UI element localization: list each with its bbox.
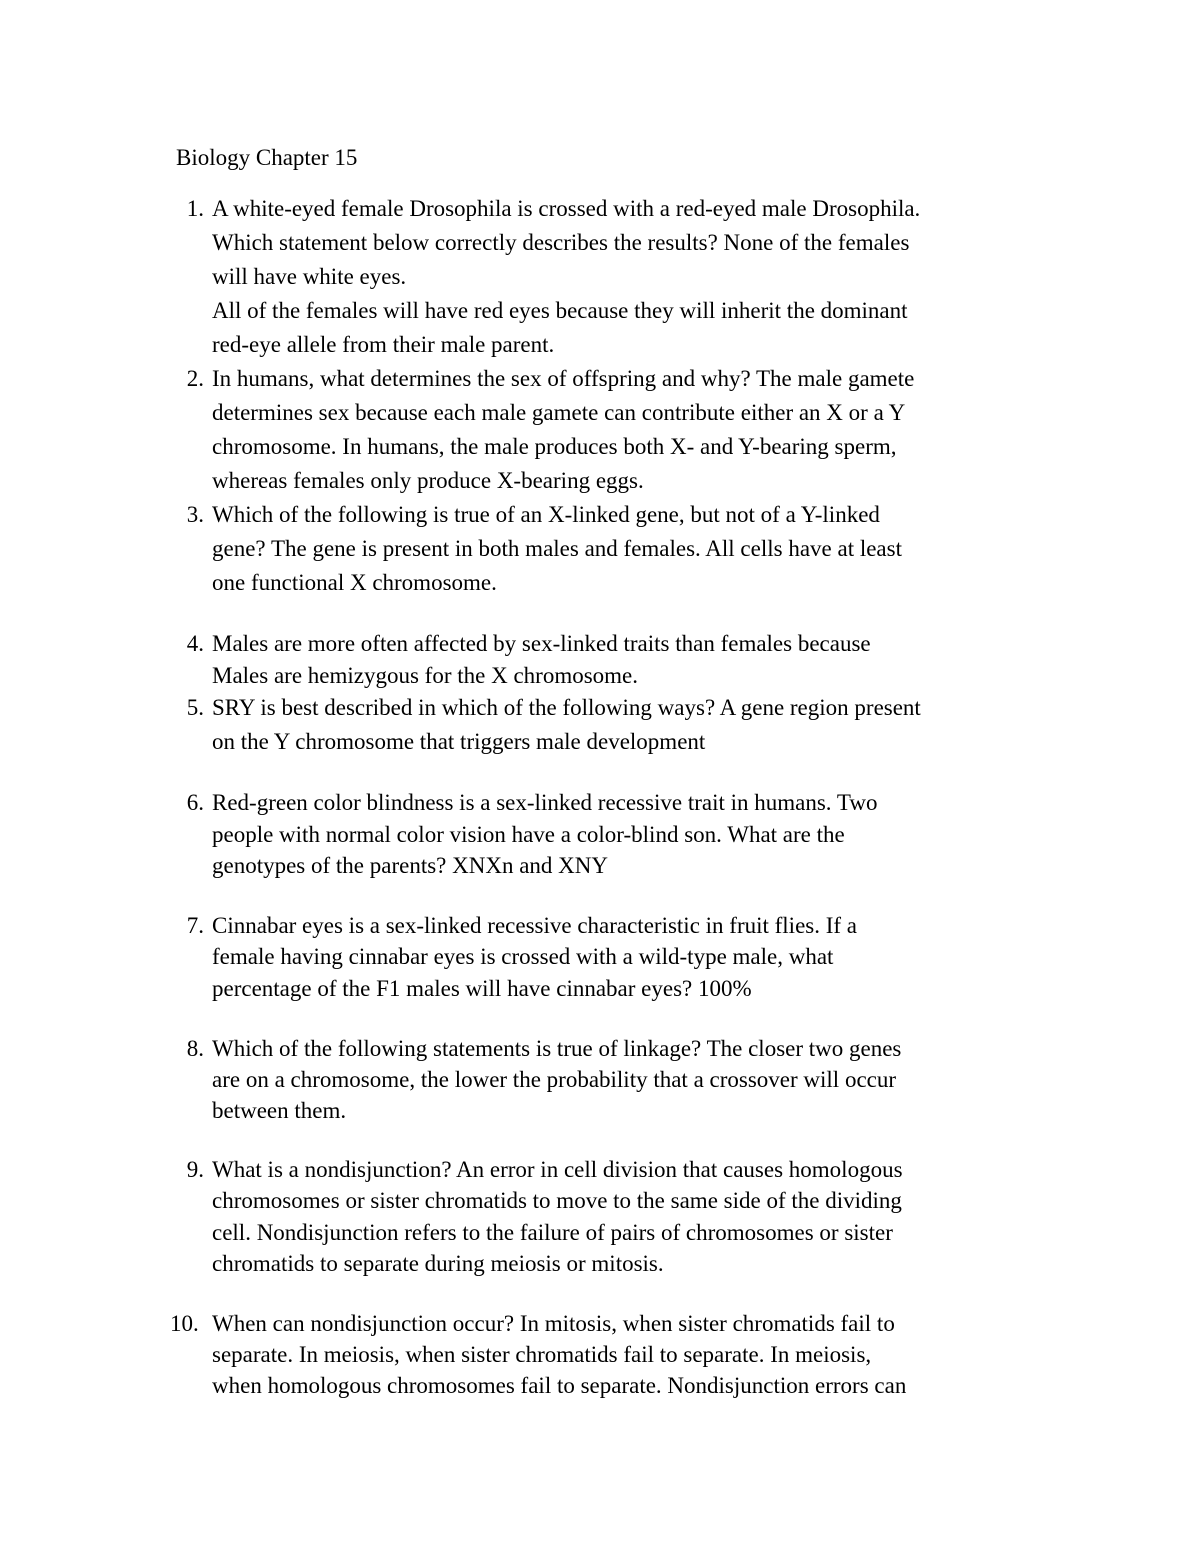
item-line: gene? The gene is present in both males and females. All cells have at least — [212, 536, 902, 561]
item-line: separate. In meiosis, when sister chromatids fail to separate. In meiosis, — [212, 1342, 872, 1367]
item-line: Which of the following statements is true of linkage? The closer two genes — [212, 1036, 902, 1061]
item-number: 10. — [170, 1311, 199, 1336]
item-number: 3. — [186, 502, 204, 527]
item-line: Males are more often affected by sex-linked traits than females because — [212, 631, 871, 656]
item-line: Males are hemizygous for the X chromosome. — [212, 663, 639, 688]
item-line: Which of the following is true of an X-linked gene, but not of a Y-linked — [212, 502, 880, 527]
document-title: Biology Chapter 15 — [176, 145, 358, 170]
item-line: people with normal color vision have a color-blind son. What are the — [212, 822, 845, 847]
item-line: When can nondisjunction occur? In mitosis, when sister chromatids fail to — [212, 1311, 895, 1336]
item-line: Cinnabar eyes is a sex-linked recessive characteristic in fruit flies. If a — [212, 913, 858, 938]
item-number: 2. — [186, 366, 204, 391]
item-number: 7. — [186, 913, 204, 938]
item-line: Red-green color blindness is a sex-linked recessive trait in humans. Two — [212, 790, 878, 815]
item-line: SRY is best described in which of the following ways? A gene region present — [212, 695, 921, 720]
item-number: 5. — [186, 695, 204, 720]
item-line: are on a chromosome, the lower the probability that a crossover will occur — [212, 1067, 897, 1092]
item-line: whereas females only produce X-bearing eggs. — [212, 468, 644, 493]
item-line: A white-eyed female Drosophila is crossed with a red-eyed male Drosophila. — [212, 196, 921, 221]
item-line: red-eye allele from their male parent. — [212, 332, 555, 357]
item-line: between them. — [212, 1098, 347, 1123]
item-number: 8. — [186, 1036, 204, 1061]
item-number: 6. — [186, 790, 204, 815]
item-line: chromatids to separate during meiosis or mitosis. — [212, 1251, 664, 1276]
item-line: All of the females will have red eyes because they will inherit the dominant — [212, 298, 908, 323]
item-line: on the Y chromosome that triggers male development — [212, 729, 706, 754]
item-line: cell. Nondisjunction refers to the failure of pairs of chromosomes or sister — [212, 1220, 893, 1245]
item-number: 4. — [186, 631, 204, 656]
item-line: chromosome. In humans, the male produces both X- and Y-bearing sperm, — [212, 434, 897, 459]
item-line: when homologous chromosomes fail to separate. Nondisjunction errors can — [212, 1373, 907, 1398]
item-line: What is a nondisjunction? An error in cell division that causes homologous — [212, 1157, 903, 1182]
item-line: percentage of the F1 males will have cinnabar eyes? 100% — [212, 976, 752, 1001]
item-number: 9. — [186, 1157, 204, 1182]
item-line: female having cinnabar eyes is crossed with a wild-type male, what — [212, 944, 834, 969]
item-number: 1. — [186, 196, 204, 221]
item-line: will have white eyes. — [212, 264, 407, 289]
item-line: genotypes of the parents? XNXn and XNY — [212, 853, 609, 878]
item-line: In humans, what determines the sex of offspring and why? The male gamete — [212, 366, 915, 391]
item-line: Which statement below correctly describes the results? None of the females — [212, 230, 910, 255]
item-line: chromosomes or sister chromatids to move to the same side of the dividing — [212, 1188, 902, 1213]
item-line: one functional X chromosome. — [212, 570, 497, 595]
item-line: determines sex because each male gamete can contribute either an X or a Y — [212, 400, 906, 425]
